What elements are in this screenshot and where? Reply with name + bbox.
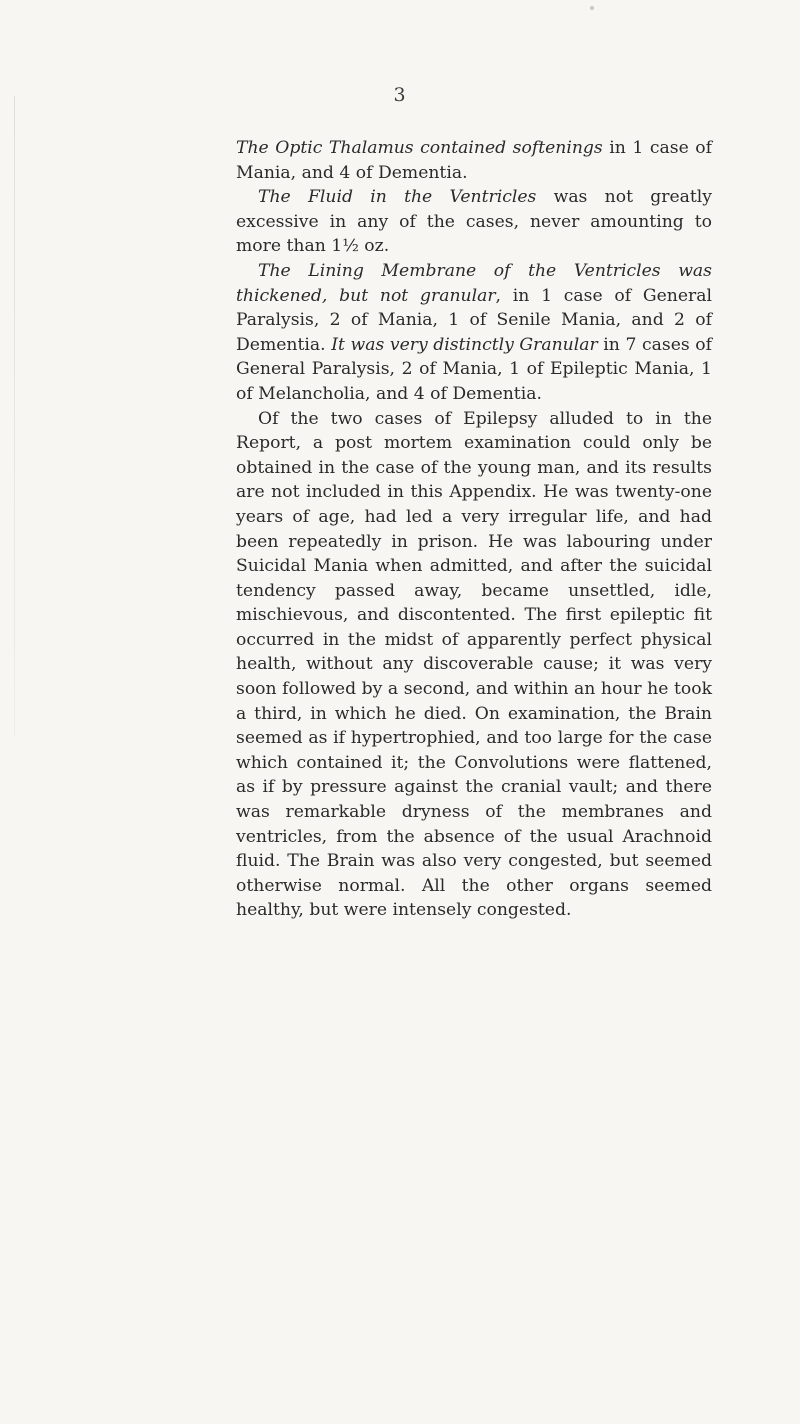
italic-run: The Fluid in the Ventricles (258, 187, 537, 208)
paragraph (236, 259, 712, 407)
scan-margin-shadow (14, 96, 15, 736)
text-run: in 7 cases of General Paralysis, 2 of Mania, 1 of Epileptic Mania, 1 of Melancholia, and 4 of Dementia. (236, 334, 712, 404)
italic-run: It was very distinctly Granular (331, 334, 598, 355)
text-run: in 1 case of Mania, and 4 of Dementia. (236, 138, 712, 183)
text-run: Of the two cases of Epilepsy alluded to in the Report, a post mortem examination could only be obtained in the case of the young man, and its results are not included in this Appendix. He was twenty-one years of age, had led a very irregular life, and had been repeatedly in prison. He was labouring under Suicidal Mania when admitted, and after the suicidal tendency passed away, became unsettled, idle, mischievous, and discontented. The first epileptic fit occurred in the midst of apparently perfect physical health, without any discoverable cause; it was very soon followed by a second, and within an hour he took a third, in which he died. On examination, the Brain seemed as if hypertrophied, and too large for the case which contained it; the Convolutions were flattened, as if by pressure against the cranial vault; and there was remarkable dryness of the membranes and ventricles, from the absence of the usual Arachnoid fluid. The Brain was also very congested, but seemed otherwise normal. All the other organs seemed healthy, but were intensely congested. (236, 408, 712, 921)
page-number: 3 (393, 84, 407, 106)
body-text (236, 136, 712, 923)
text-run: was not greatly excessive in any of the cases, never amounting to more than 1½ oz. (236, 187, 713, 257)
text-run: , in 1 case of General Paralysis, 2 of Mania, 1 of Senile Mania, and 2 of Dementia. (236, 285, 712, 355)
scan-speck (590, 6, 594, 10)
italic-run: The Optic Thalamus contained softenings (236, 138, 603, 158)
paragraph (236, 407, 712, 923)
paragraph (236, 136, 712, 185)
italic-run: The Lining Membrane of the Ventricles was thickened, but not granular (236, 260, 712, 306)
paragraph (236, 185, 712, 259)
